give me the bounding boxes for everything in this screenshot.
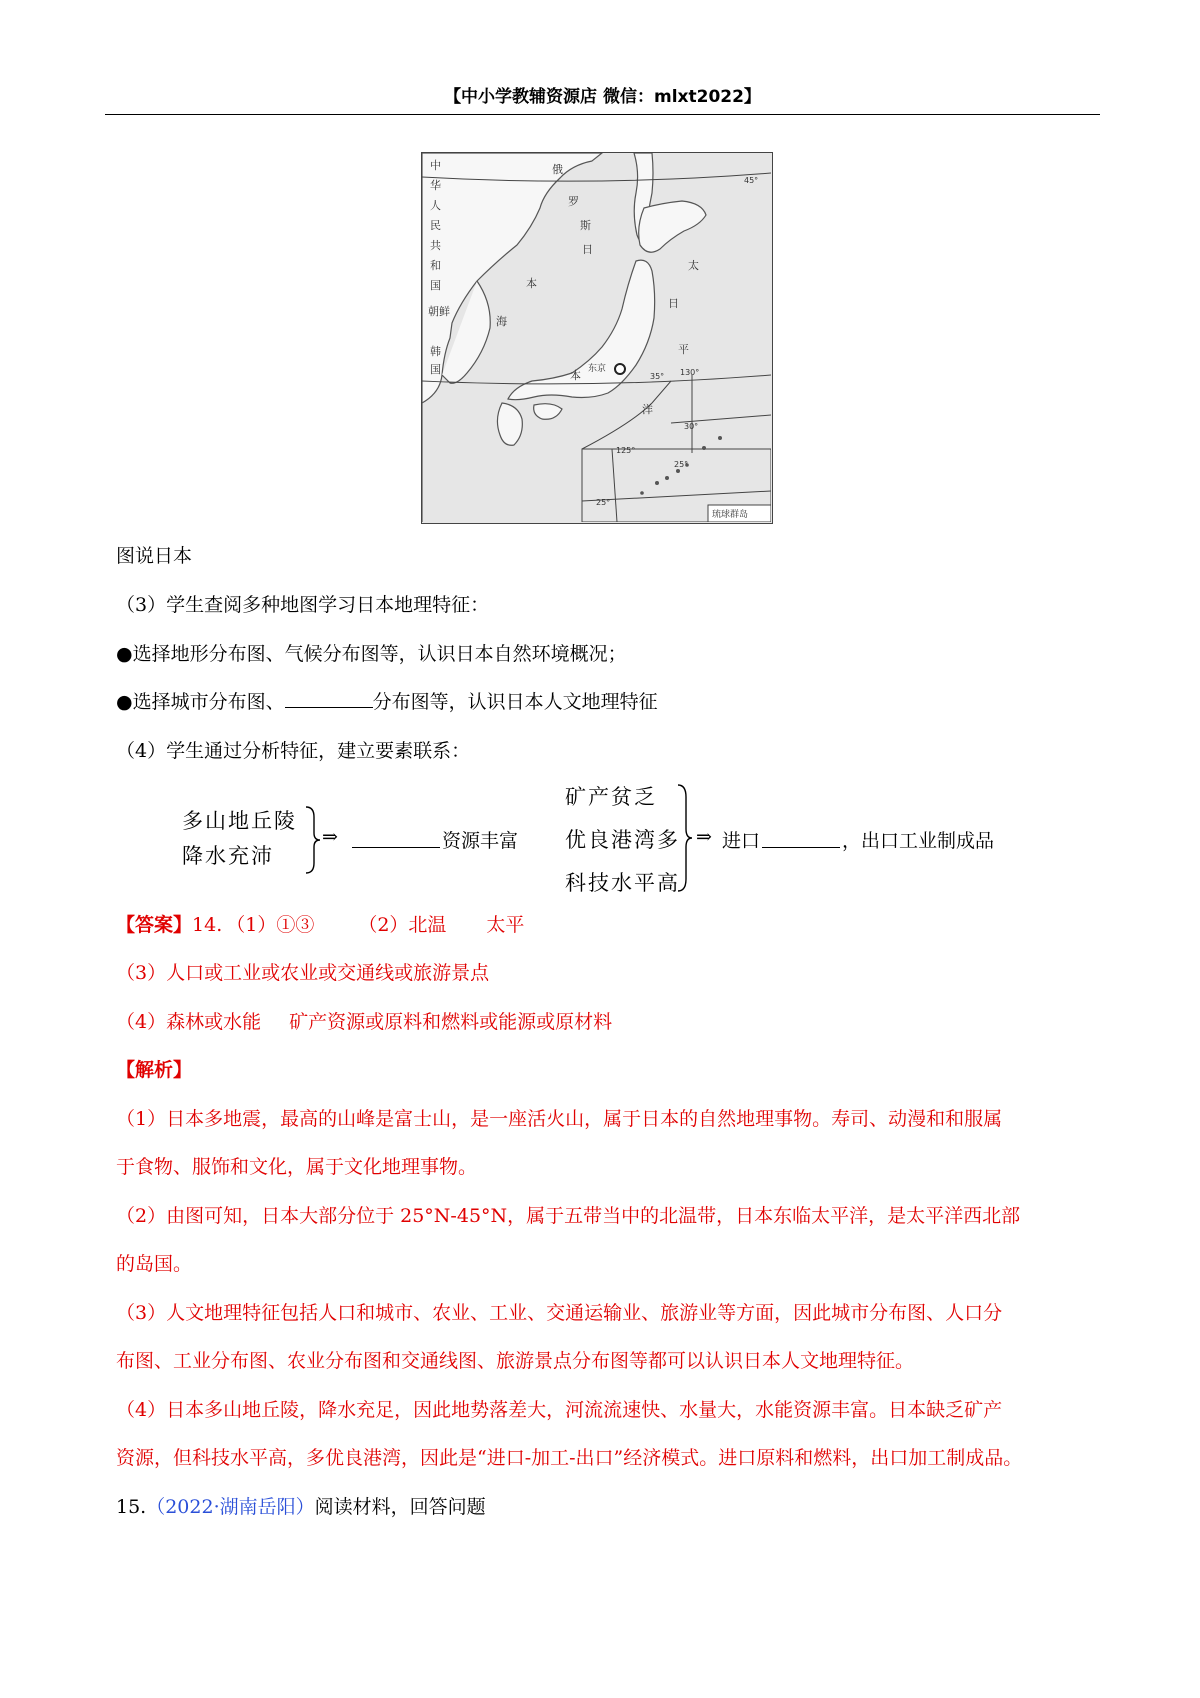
diagram-import-text: 进口 [722,830,761,852]
answer-blank [762,829,840,848]
ryukyu-island [655,481,659,485]
ryukyu-island [665,476,669,480]
answer-part-1: （1）①③ [226,914,315,936]
q3-bullet-2-text: ●选择城市分布图、 [116,691,285,713]
question-15-number: 15. [116,1496,147,1518]
map-label-pacific: 平 [678,343,689,356]
diagram-mid-item-1: 矿产贫乏 [565,785,657,809]
map-label-sea-of-japan: 日 [582,243,593,256]
map-label-lat25: 25° [674,460,689,469]
map-label-lat35: 35° [650,372,665,381]
map-label-russia: 罗 [568,195,579,208]
answer-part-4b: 矿产资源或原料和燃料或能源或原材料 [289,1011,613,1033]
feature-diagram [170,775,1070,925]
ryukyu-island [718,436,722,440]
map-label-china: 民 [430,219,441,232]
map-label-north-korea: 朝鲜 [428,305,450,318]
map-label-sea-of-japan: 本 [526,277,537,290]
question-15-text: 阅读材料，回答问题 [314,1496,486,1518]
mainland-landmass [422,153,602,522]
analysis-p4-line-1: （4）日本多山地丘陵，降水充足，因此地势落差大，河流流速快、水量大，水能资源丰富。日本缺乏矿产 [116,1399,1003,1421]
map-label-china: 人 [430,199,441,212]
page-header: 【中小学教辅资源店 微信：mlxt2022】 [444,87,761,107]
map-label-russia: 俄 [552,163,563,176]
ryukyu-island [676,469,680,473]
q4-title: （4）学生通过分析特征，建立要素联系： [116,740,471,762]
answer-part-2b: 太平 [486,914,525,936]
analysis-p2-line-1: （2）由图可知，日本大部分位于 25°N-45°N，属于五带当中的北温带，日本东临太平洋，是太平洋西北部 [116,1205,1021,1227]
map-caption: 图说日本 [116,545,193,567]
ryukyu-island [702,446,706,450]
diagram-mid-item-2: 优良港湾多 [565,828,680,852]
shikoku-island [534,404,562,420]
diagram-left-item-2: 降水充沛 [182,844,274,868]
map-label-japan: 本 [570,369,581,382]
map-label-lon125: 125° [616,446,636,455]
map-label-sea-of-japan: 海 [496,315,507,328]
question-15 [116,1494,486,1520]
map-label-china: 国 [430,279,441,292]
analysis-label: 【解析】 [116,1059,193,1081]
answer-part-3: （3）人口或工业或农业或交通线或旅游景点 [116,962,490,984]
map-label-tokyo: 东京 [588,364,607,374]
tokyo-marker [615,364,625,374]
hokkaido-island [639,201,706,252]
map-label-china: 中 [430,159,441,172]
q3-bullet-2-text: 分布图等，认识日本人文地理特征 [372,691,658,713]
answer-number: 14. [192,914,223,936]
map-label-lat25: 25° [596,498,611,507]
map-label-south-korea: 韩 [430,345,441,358]
map-label-russia: 斯 [580,219,591,232]
map-label-south-korea: 国 [430,363,441,376]
q3-bullet-1: ●选择地形分布图、气候分布图等，认识日本自然环境概况； [116,643,627,665]
analysis-p1-line-1: （1）日本多地震，最高的山峰是富士山，是一座活火山，属于日本的自然地理事物。寿司、动漫和和服属 [116,1108,1003,1130]
map-label-lat45: 45° [744,176,759,185]
longitude-125-line [612,449,617,522]
answer-blank [352,829,440,848]
answer-blank [285,689,373,708]
map-label-pacific: 洋 [642,403,653,416]
kyushu-island [497,403,522,445]
diagram-export-text: ，出口工业制成品 [842,830,995,852]
map-label-lon130: 130° [680,368,700,377]
map-label-lat30: 30° [684,422,699,431]
answer-label: 【答案】 [116,914,193,936]
analysis-p2-line-2: 的岛国。 [116,1253,193,1275]
map-label-ryukyu: 琉球群岛 [712,510,749,520]
diagram-left-item-1: 多山地丘陵 [182,809,297,833]
map-label-china: 和 [430,259,441,272]
answer-part-2a: （2）北温 [358,914,447,936]
question-15-source: （2022·湖南岳阳） [146,1496,315,1518]
answer-part-4a: （4）森林或水能 [116,1011,262,1033]
q3-title: （3）学生查阅多种地图学习日本地理特征： [116,594,490,616]
analysis-p3-line-2: 布图、工业分布图、农业分布图和交通线图、旅游景点分布图等都可以认识日本人文地理特征。 [116,1350,915,1372]
header-divider [105,114,1100,115]
japan-map [421,152,773,524]
ryukyu-island [640,491,644,495]
diagram-resource-text: 资源丰富 [442,830,519,852]
right-brace-icon [676,783,694,893]
q3-bullet-2 [116,689,658,715]
left-brace-icon [304,805,322,875]
analysis-p3-line-1: （3）人文地理特征包括人口和城市、农业、工业、交通运输业、旅游业等方面，因此城市分布图、人口分 [116,1302,1003,1324]
diagram-arrow-2: ⇒ [696,826,712,848]
analysis-p4-line-2: 资源，但科技水平高，多优良港湾，因此是“进口-加工-出口”经济模式。进口原料和燃料，出口加工制成品。 [116,1447,1023,1469]
answer-line-1 [116,912,524,938]
map-label-japan: 日 [668,297,679,310]
map-label-china: 共 [430,239,441,252]
map-label-pacific: 太 [688,259,699,272]
analysis-p1-line-2: 于食物、服饰和文化，属于文化地理事物。 [116,1156,478,1178]
map-label-china: 华 [430,179,441,192]
diagram-arrow-1: ⇒ [322,826,338,848]
diagram-mid-item-3: 科技水平高 [565,871,680,895]
answer-line-4 [116,1009,612,1035]
latitude-25-line [582,491,771,501]
